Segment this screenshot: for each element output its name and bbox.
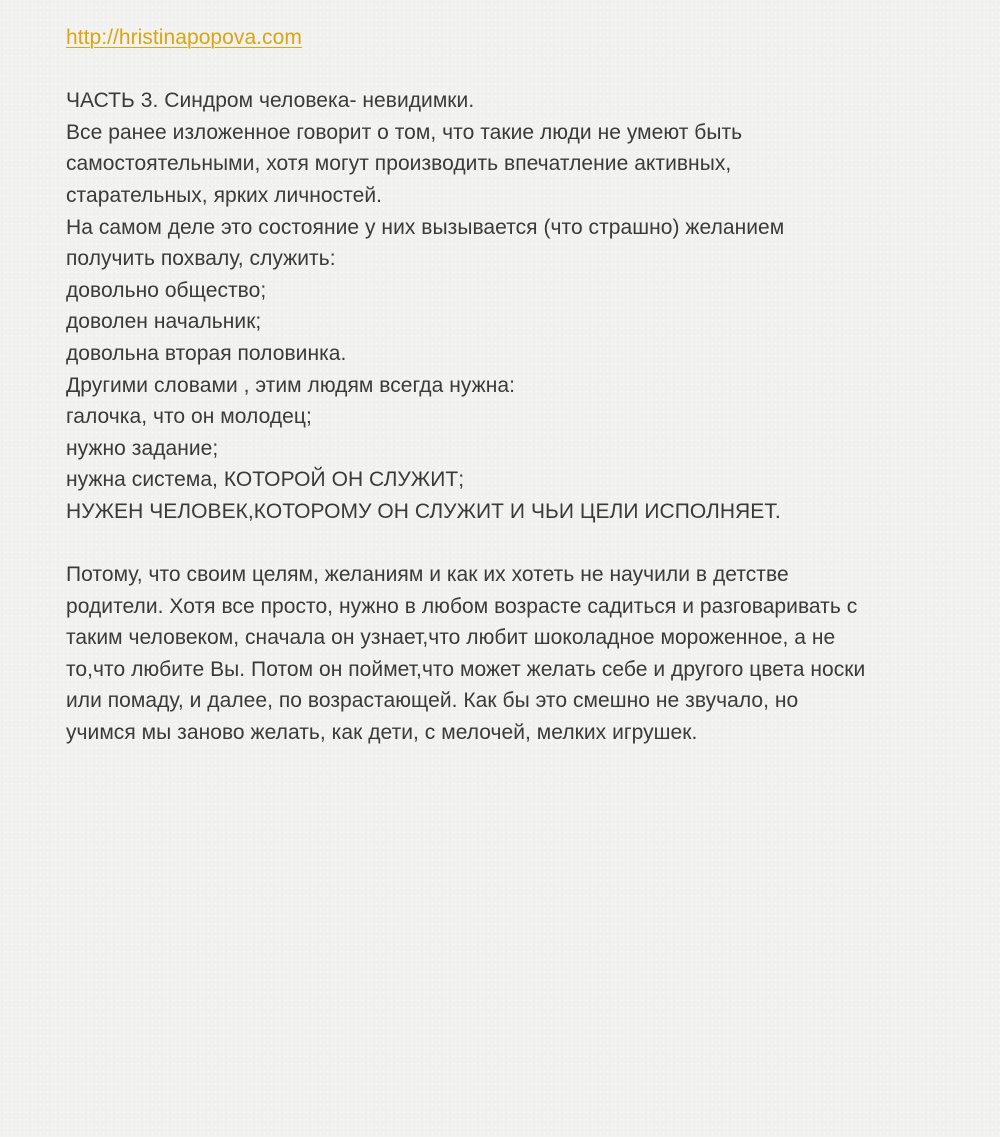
note-line: то,что любите Вы. Потом он поймет,что может желать себе и другого цвета носки [66,657,866,681]
note-line: доволен начальник; [66,310,262,334]
note-line: родители. Хотя все просто, нужно в любом возрасте садиться и разговаривать с [66,594,858,618]
note-line: самостоятельными, хотя могут производить впечатление активных, [66,152,732,176]
note-line: галочка, что он молодец; [66,405,312,429]
blank-line [66,528,966,560]
blank-line [66,54,966,86]
note-line: довольно общество; [66,278,267,302]
note-line: старательных, ярких личностей. [66,183,383,207]
note-body [66,22,966,749]
note-line: На самом деле это состояние у них вызывается (что страшно) желанием [66,215,785,239]
note-line: ЧАСТЬ 3. Синдром человека- невидимки. [66,89,475,113]
note-line: или помаду, и далее, по возрастающей. Как бы это смешно не звучало, но [66,689,799,713]
note-line: Все ранее изложенное говорит о том, что такие люди не умеют быть [66,120,743,144]
note-line: нужно задание; [66,436,219,460]
note-line: НУЖЕН ЧЕЛОВЕК,КОТОРОМУ ОН СЛУЖИТ И ЧЬИ ЦЕЛИ ИСПОЛНЯЕТ. [66,499,781,523]
note-line: довольна вторая половинка. [66,341,347,365]
note-line: Потому, что своим целям, желаниям и как их хотеть не научили в детстве [66,563,789,587]
note-line: учимся мы заново желать, как дети, с мелочей, мелких игрушек. [66,721,698,745]
note-line: получить похвалу, служить: [66,247,336,271]
note-line: таким человеком, сначала он узнает,что любит шоколадное мороженное, а не [66,626,836,650]
note-line: нужна система, КОТОРОЙ ОН СЛУЖИТ; [66,468,465,492]
note-line: Другими словами , этим людям всегда нужна: [66,373,515,397]
website-link[interactable]: http://hristinapopova.com [66,26,302,49]
